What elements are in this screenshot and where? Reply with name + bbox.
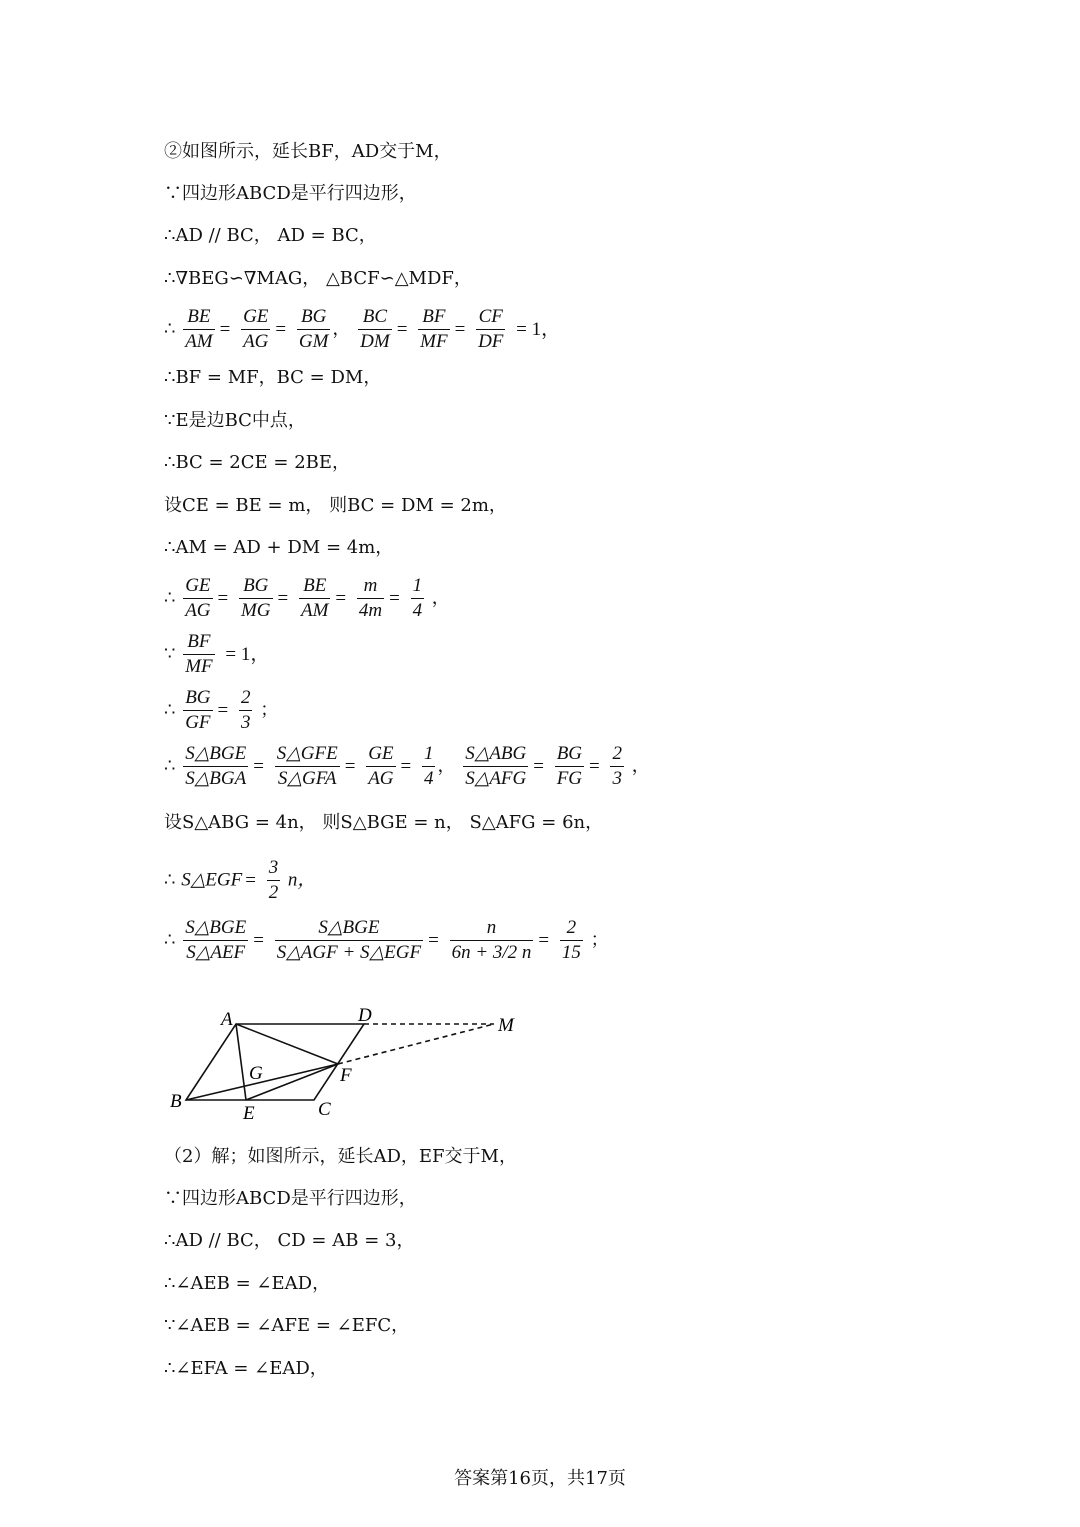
label-f: F: [340, 1065, 352, 1086]
fraction: $\frac{BC}{DM}$: [360, 306, 390, 352]
fraction: $\frac{BF}{MF}$: [420, 306, 448, 352]
label-c: C: [318, 1099, 331, 1120]
label-e: E: [243, 1103, 255, 1124]
segment-af: [236, 1024, 338, 1064]
fraction: $\frac{CF}{DF}$: [478, 306, 504, 352]
solution-line: ∴∇BEG∽∇MAG， △BCF∽△MDF，: [164, 268, 472, 289]
page-footer: 答案第16页，共17页: [454, 1468, 626, 1489]
solution-line: ∴AM = AD + DM = 4m，: [164, 537, 394, 558]
fraction-line: ∴ $\frac{BE}{AM}$ = $\frac{GE}{AG}$ = $\frac{BG}{GM}$ ， $\frac{BC}{DM}$ = $\frac{BF}{MF}$ = $\frac{CF}{DF}$ = 1，: [164, 306, 561, 352]
fraction-line: ∴ $\frac{\text{S△BGE}}{\text{S△AEF}}$ = $\frac{\text{S△BGE}}{\text{S△AGF + S△EGF}}$ = $\frac{n}{6n + 3/2 n}$ = $\frac{2}{15}$ ；: [164, 917, 609, 963]
solution-line: ∴AD // BC， AD = BC，: [164, 225, 377, 246]
solution-line: （2）解；如图所示，延长AD，EF交于M，: [164, 1146, 517, 1167]
fraction: $\frac{BE}{AM}$: [185, 306, 213, 352]
fraction-line: ∴ $\frac{GE}{AG}$ = $\frac{BG}{MG}$ = $\frac{BE}{AM}$ = $\frac{m}{4m}$ = $\frac{1}{4}$ ，: [164, 575, 450, 621]
solution-line: ∴∠EFA = ∠EAD，: [164, 1358, 328, 1379]
solution-line: ∵四边形ABCD是平行四边形，: [164, 1188, 417, 1209]
fraction-line: ∴ S△EGF = $\frac{3}{2}$ n，: [164, 857, 317, 903]
label-b: B: [170, 1091, 182, 1112]
solution-line: ∵E是边BC中点，: [164, 410, 306, 431]
solution-line: ∵四边形ABCD是平行四边形，: [164, 183, 417, 204]
label-g: G: [249, 1063, 263, 1084]
fraction-line: ∴ $\frac{\text{S△BGE}}{\text{S△BGA}}$ = $\frac{\text{S△GFE}}{\text{S△GFA}}$ = $\frac{GE}{AG}$ = $\frac{1}{4}$ ， $\frac{\text{S△ABG}}{\text{S△AFG}}$ = $\frac{BG}{FG}$ = $\frac{2}{3}$ ，: [164, 743, 650, 789]
solution-line: 设CE = BE = m， 则BC = DM = 2m，: [164, 495, 507, 516]
fraction-line: ∴ $\frac{BG}{GF}$ = $\frac{2}{3}$ ；: [164, 687, 279, 733]
solution-line: ∴BC = 2CE = 2BE，: [164, 452, 351, 473]
segment-fm-dashed: [338, 1024, 494, 1064]
label-a: A: [221, 1009, 233, 1030]
label-d: D: [358, 1005, 372, 1026]
solution-line: ②如图所示，延长BF，AD交于M，: [164, 141, 452, 162]
label-m: M: [498, 1015, 514, 1036]
solution-line: ∴BF = MF，BC = DM，: [164, 367, 382, 388]
fraction-line: ∵ $\frac{BF}{MF}$ = 1，: [164, 631, 270, 677]
solution-line: ∴∠AEB = ∠EAD，: [164, 1273, 331, 1294]
solution-line: 设S△ABG = 4n， 则S△BGE = n， S△AFG = 6n，: [164, 812, 604, 833]
solution-line: ∴AD // BC， CD = AB = 3，: [164, 1230, 415, 1251]
fraction: $\frac{BG}{GM}$: [298, 306, 329, 352]
fraction: $\frac{GE}{AG}$: [243, 306, 269, 352]
parallelogram-figure: [160, 1000, 540, 1130]
solution-line: ∵∠AEB = ∠AFE = ∠EFC，: [164, 1315, 410, 1336]
